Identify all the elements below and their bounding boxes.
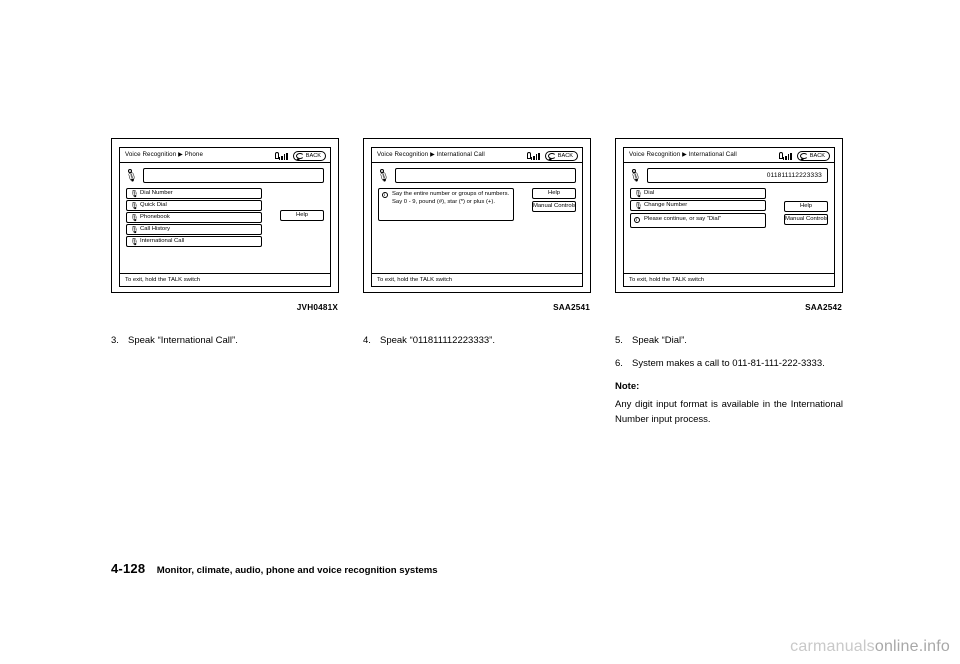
screen-title-left-2: Voice Recognition (377, 151, 429, 158)
mic-icon: 🎙 (634, 189, 643, 198)
back-arrow-icon (548, 153, 556, 159)
mic-icon: 🎙 (130, 225, 139, 234)
step-text: System makes a call to 011-81-111-222-3333. (632, 358, 825, 369)
mic-icon: 🎙 (130, 237, 139, 246)
command-list-1 (126, 188, 262, 248)
signal-strength-icon (778, 151, 792, 160)
screen-inner-2 (371, 147, 583, 287)
footer-title: Monitor, climate, audio, phone and voice recognition systems (156, 565, 438, 576)
command-label: Dial Number (140, 190, 173, 196)
info-icon: i (634, 217, 640, 223)
page-number: 4-128 (111, 561, 146, 576)
command-item[interactable] (126, 188, 262, 199)
figure-column-3 (615, 138, 843, 312)
voice-input-row-3 (630, 168, 828, 185)
command-label: Call History (140, 226, 171, 233)
step-number: 5. (615, 335, 623, 346)
watermark-dark: online.info (874, 638, 950, 655)
screen-title-left-3: Voice Recognition (629, 151, 681, 158)
command-item[interactable] (630, 200, 766, 211)
breadcrumb-arrow-icon: ▶ (682, 152, 687, 158)
signal-strength-icon (526, 151, 540, 160)
screen-inner-3 (623, 147, 835, 287)
steps-column-3 (615, 333, 843, 427)
steps-column-1 (111, 333, 339, 356)
figure-id-3: SAA2542 (805, 303, 842, 312)
breadcrumb-arrow-icon: ▶ (178, 152, 183, 158)
info-message-box-3 (630, 213, 766, 228)
voice-input-row-2 (378, 168, 576, 185)
mic-icon: 🎙 (634, 201, 643, 210)
screen-title-bar-2 (372, 148, 582, 163)
steps-column-2 (363, 333, 591, 356)
screen-graphic-2 (363, 138, 591, 293)
back-button-label-1: BACK (305, 152, 321, 159)
screen-title-bar-1 (120, 148, 330, 163)
help-button-3[interactable]: Help (784, 201, 828, 212)
command-label: International Call (140, 238, 185, 245)
voice-input-row-1 (126, 168, 324, 185)
breadcrumb-arrow-icon: ▶ (430, 152, 435, 158)
step-text: Speak “International Call”. (128, 335, 238, 346)
screen-bottom-bar-3: To exit, hold the TALK switch (624, 273, 834, 286)
command-item[interactable] (126, 236, 262, 247)
watermark (790, 638, 950, 656)
figure-column-2 (363, 138, 591, 312)
command-list-3 (630, 188, 766, 212)
figure-column-1 (111, 138, 339, 312)
step-number: 6. (615, 358, 623, 369)
back-button-1[interactable] (293, 151, 326, 161)
step-number: 3. (111, 335, 119, 346)
microphone-icon: 🎙 (378, 169, 392, 184)
command-label: Change Number (644, 202, 688, 209)
screen-graphic-3 (615, 138, 843, 293)
info-icon: i (382, 192, 388, 198)
info-message-text-3: Please continue, or say “Dial” (644, 216, 721, 222)
number-input-field-1[interactable] (143, 168, 324, 183)
command-item[interactable] (126, 212, 262, 223)
command-label: Dial (644, 190, 655, 196)
figure-id-2: SAA2541 (553, 303, 590, 312)
screen-title-right-1: Phone (184, 151, 204, 158)
screen-title-right-2: International Call (436, 151, 485, 158)
command-label: Quick Dial (140, 202, 167, 209)
note-body: Any digit input format is available in the International Number input process. (615, 399, 843, 425)
command-item[interactable] (126, 224, 262, 235)
note-heading: Note: (615, 381, 640, 392)
step-text: Speak “011811112223333”. (380, 335, 495, 346)
step-item (363, 333, 591, 348)
screen-title-bar-3 (624, 148, 834, 163)
number-input-field-3[interactable]: 011811112223333 (647, 168, 828, 183)
screen-bottom-bar-1: To exit, hold the TALK switch (120, 273, 330, 286)
mic-icon: 🎙 (130, 213, 139, 222)
help-button-1[interactable]: Help (280, 210, 324, 221)
step-item (111, 333, 339, 348)
microphone-icon: 🎙 (630, 169, 644, 184)
command-item[interactable] (630, 188, 766, 199)
manual-controls-button-3[interactable]: Manual Controls (784, 214, 828, 225)
step-item (615, 333, 843, 348)
info-message-text-2: Say the entire number or groups of numbers. Say 0 - 9, pound (#), star (*) or plus (+). (392, 191, 510, 205)
screen-title-left-1: Voice Recognition (125, 151, 177, 158)
mic-icon: 🎙 (130, 201, 139, 210)
manual-controls-button-2[interactable]: Manual Controls (532, 201, 576, 212)
help-button-2[interactable]: Help (532, 188, 576, 199)
screen-title-1 (125, 151, 203, 158)
watermark-light: carmanuals (790, 638, 875, 655)
screen-title-right-3: International Call (688, 151, 737, 158)
screen-graphic-1 (111, 138, 339, 293)
step-number: 4. (363, 335, 371, 346)
info-message-box-2 (378, 188, 514, 221)
back-arrow-icon (800, 153, 808, 159)
screen-title-2 (377, 151, 485, 158)
back-button-3[interactable] (797, 151, 830, 161)
back-button-2[interactable] (545, 151, 578, 161)
screen-bottom-bar-2: To exit, hold the TALK switch (372, 273, 582, 286)
screen-title-3 (629, 151, 737, 158)
figure-id-1: JVH0481X (296, 303, 338, 312)
page-footer (111, 560, 438, 578)
command-item[interactable] (126, 200, 262, 211)
back-button-label-3: BACK (809, 152, 825, 159)
back-arrow-icon (296, 153, 304, 159)
command-label: Phonebook (140, 214, 170, 221)
microphone-icon: 🎙 (126, 169, 140, 184)
signal-strength-icon (274, 151, 288, 160)
screen-inner-1 (119, 147, 331, 287)
mic-icon: 🎙 (130, 189, 139, 198)
number-input-field-2[interactable] (395, 168, 576, 183)
back-button-label-2: BACK (557, 152, 573, 159)
step-item (615, 356, 843, 371)
step-text: Speak “Dial”. (632, 335, 687, 346)
